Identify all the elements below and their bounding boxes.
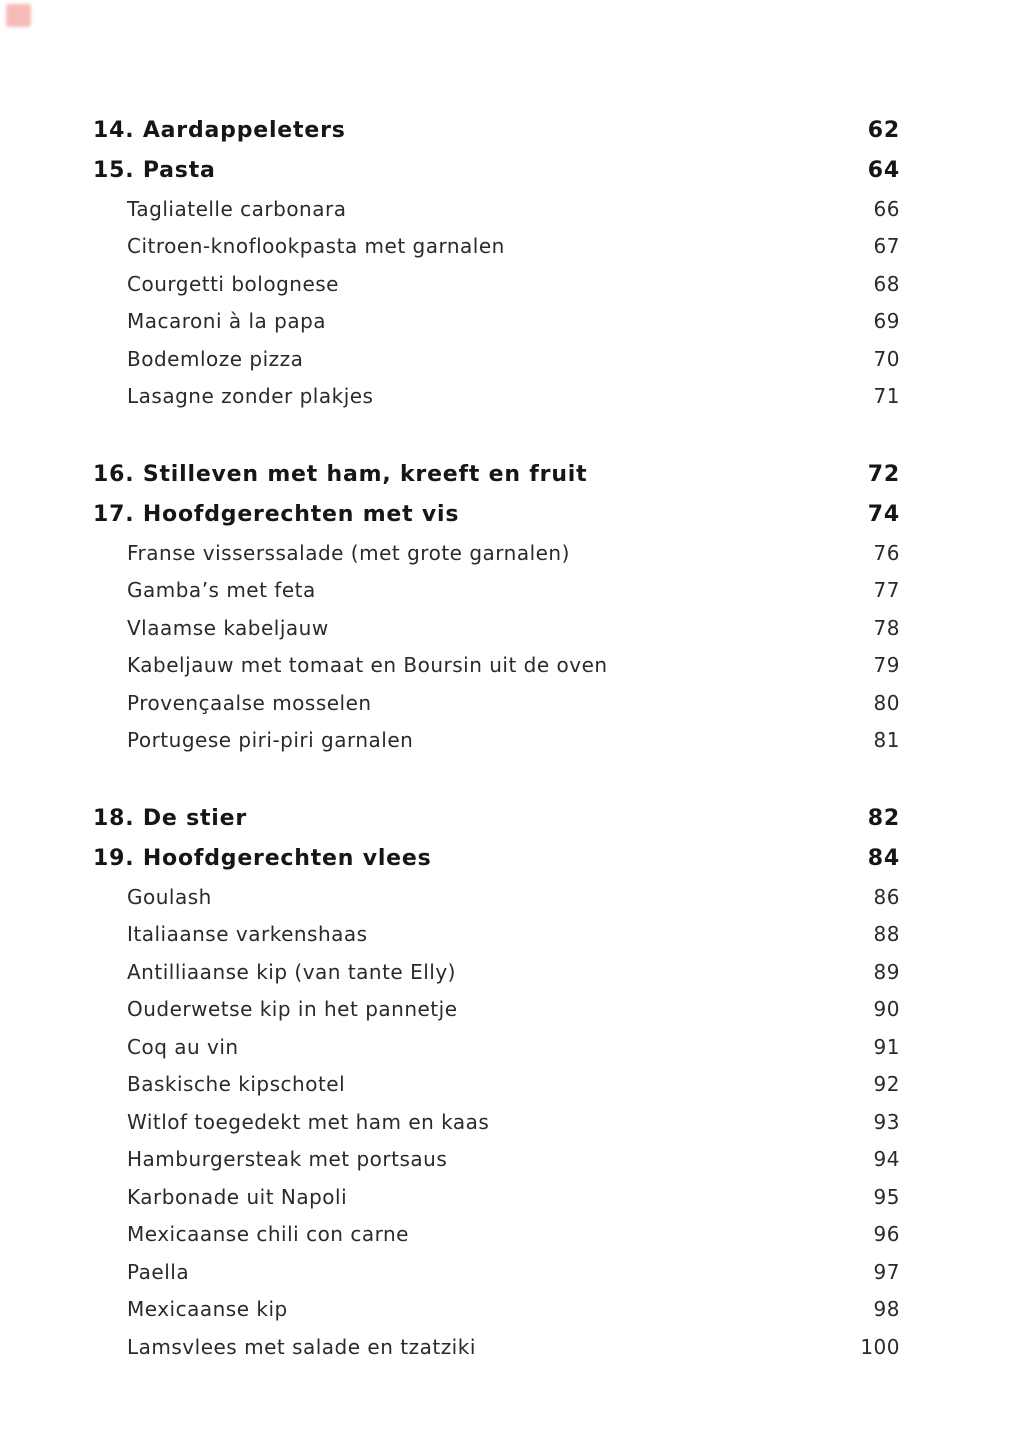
- toc-entry-page-number: 80: [873, 690, 900, 715]
- toc-chapter-row: [93, 494, 900, 534]
- toc-row: [93, 265, 900, 303]
- toc-entry-title: Tagliatelle carbonara: [127, 196, 347, 221]
- toc-entry-title: Macaroni à la papa: [127, 309, 327, 334]
- toc-entry-page-number: 62: [867, 117, 900, 143]
- toc-entry-page-number: 84: [867, 845, 900, 871]
- toc-row: [93, 572, 900, 610]
- toc-row: [93, 340, 900, 378]
- toc-entry-title: Ouderwetse kip in het pannetje: [127, 997, 458, 1022]
- toc-chapter-row: [93, 110, 900, 150]
- toc-entry-page-number: 82: [867, 805, 900, 831]
- toc-entry-title: Gamba’s met feta: [127, 578, 316, 603]
- toc-row: [93, 953, 900, 991]
- toc-entry-title: Courgetti bolognese: [127, 271, 339, 296]
- toc-entry-title: 14. Aardappeleters: [93, 117, 346, 143]
- toc-entry-page-number: 72: [867, 461, 900, 487]
- toc-entry-title: Antilliaanse kip (van tante Elly): [127, 959, 456, 984]
- toc-row: [93, 916, 900, 954]
- toc-row: [93, 684, 900, 722]
- toc-entry-page-number: 76: [873, 540, 900, 565]
- toc-row: [93, 1178, 900, 1216]
- toc-entry-title: Mexicaanse kip: [127, 1297, 288, 1322]
- toc-row: [93, 378, 900, 416]
- toc-row: [93, 534, 900, 572]
- toc-entry-title: Portugese piri-piri garnalen: [127, 728, 414, 753]
- toc-entry-title: 19. Hoofdgerechten vlees: [93, 845, 432, 871]
- toc-entry-title: Provençaalse mosselen: [127, 690, 372, 715]
- toc-row: [93, 878, 900, 916]
- toc-row: [93, 609, 900, 647]
- toc-entry-page-number: 96: [873, 1222, 900, 1247]
- toc-chapter-row: [93, 150, 900, 190]
- toc-entry-page-number: 70: [873, 346, 900, 371]
- toc-group: [93, 798, 900, 1366]
- toc-entry-title: Italiaanse varkenshaas: [127, 922, 368, 947]
- toc-entry-page-number: 91: [873, 1034, 900, 1059]
- toc-entry-page-number: 79: [873, 653, 900, 678]
- toc-entry-page-number: 68: [873, 271, 900, 296]
- toc-entry-page-number: 66: [873, 196, 900, 221]
- toc-entry-page-number: 94: [873, 1147, 900, 1172]
- toc-entry-page-number: 71: [873, 384, 900, 409]
- toc-entry-title: Lasagne zonder plakjes: [127, 384, 374, 409]
- toc-row: [93, 303, 900, 341]
- toc-entry-page-number: 67: [873, 234, 900, 259]
- toc-row: [93, 190, 900, 228]
- toc-entry-title: 15. Pasta: [93, 157, 216, 183]
- toc-entry-title: Hamburgersteak met portsaus: [127, 1147, 448, 1172]
- toc-entry-title: Bodemloze pizza: [127, 346, 304, 371]
- toc-row: [93, 1291, 900, 1329]
- toc-chapter-row: [93, 454, 900, 494]
- toc-entry-title: Mexicaanse chili con carne: [127, 1222, 409, 1247]
- toc-entry-page-number: 92: [873, 1072, 900, 1097]
- toc-row: [93, 228, 900, 266]
- toc-group: [93, 454, 900, 759]
- toc-entry-title: 17. Hoofdgerechten met vis: [93, 501, 460, 527]
- toc-entry-page-number: 98: [873, 1297, 900, 1322]
- toc-row: [93, 991, 900, 1029]
- toc-entry-page-number: 90: [873, 997, 900, 1022]
- toc-entry-title: Franse visserssalade (met grote garnalen): [127, 540, 570, 565]
- toc-group: [93, 110, 900, 415]
- toc-row: [93, 1103, 900, 1141]
- toc-chapter-row: [93, 798, 900, 838]
- toc-entry-page-number: 77: [873, 578, 900, 603]
- toc-row: [93, 1216, 900, 1254]
- toc-entry-title: Citroen-knoflookpasta met garnalen: [127, 234, 505, 259]
- toc-entry-page-number: 64: [867, 157, 900, 183]
- toc-row: [93, 1328, 900, 1366]
- toc-entry-page-number: 89: [873, 959, 900, 984]
- toc-entry-title: Kabeljauw met tomaat en Boursin uit de oven: [127, 653, 608, 678]
- toc-entry-title: Baskische kipschotel: [127, 1072, 346, 1097]
- toc-entry-title: Goulash: [127, 884, 212, 909]
- toc-entry-page-number: 97: [873, 1259, 900, 1284]
- toc-row: [93, 1066, 900, 1104]
- table-of-contents: [93, 110, 900, 1366]
- toc-row: [93, 1028, 900, 1066]
- toc-entry-page-number: 93: [873, 1109, 900, 1134]
- toc-entry-page-number: 74: [867, 501, 900, 527]
- toc-row: [93, 722, 900, 760]
- toc-entry-title: Karbonade uit Napoli: [127, 1184, 348, 1209]
- toc-row: [93, 647, 900, 685]
- toc-row: [93, 1253, 900, 1291]
- toc-entry-page-number: 81: [873, 728, 900, 753]
- toc-entry-page-number: 88: [873, 922, 900, 947]
- scan-artifact-mark: [6, 4, 31, 27]
- toc-entry-title: Coq au vin: [127, 1034, 239, 1059]
- toc-entry-title: Witlof toegedekt met ham en kaas: [127, 1109, 490, 1134]
- toc-entry-page-number: 100: [860, 1334, 900, 1359]
- toc-entry-page-number: 95: [873, 1184, 900, 1209]
- toc-chapter-row: [93, 838, 900, 878]
- toc-entry-title: 18. De stier: [93, 805, 247, 831]
- toc-entry-title: Lamsvlees met salade en tzatziki: [127, 1334, 476, 1359]
- toc-entry-title: Paella: [127, 1259, 190, 1284]
- toc-entry-page-number: 86: [873, 884, 900, 909]
- toc-entry-title: 16. Stilleven met ham, kreeft en fruit: [93, 461, 588, 487]
- toc-entry-title: Vlaamse kabeljauw: [127, 615, 329, 640]
- toc-row: [93, 1141, 900, 1179]
- toc-entry-page-number: 69: [873, 309, 900, 334]
- toc-entry-page-number: 78: [873, 615, 900, 640]
